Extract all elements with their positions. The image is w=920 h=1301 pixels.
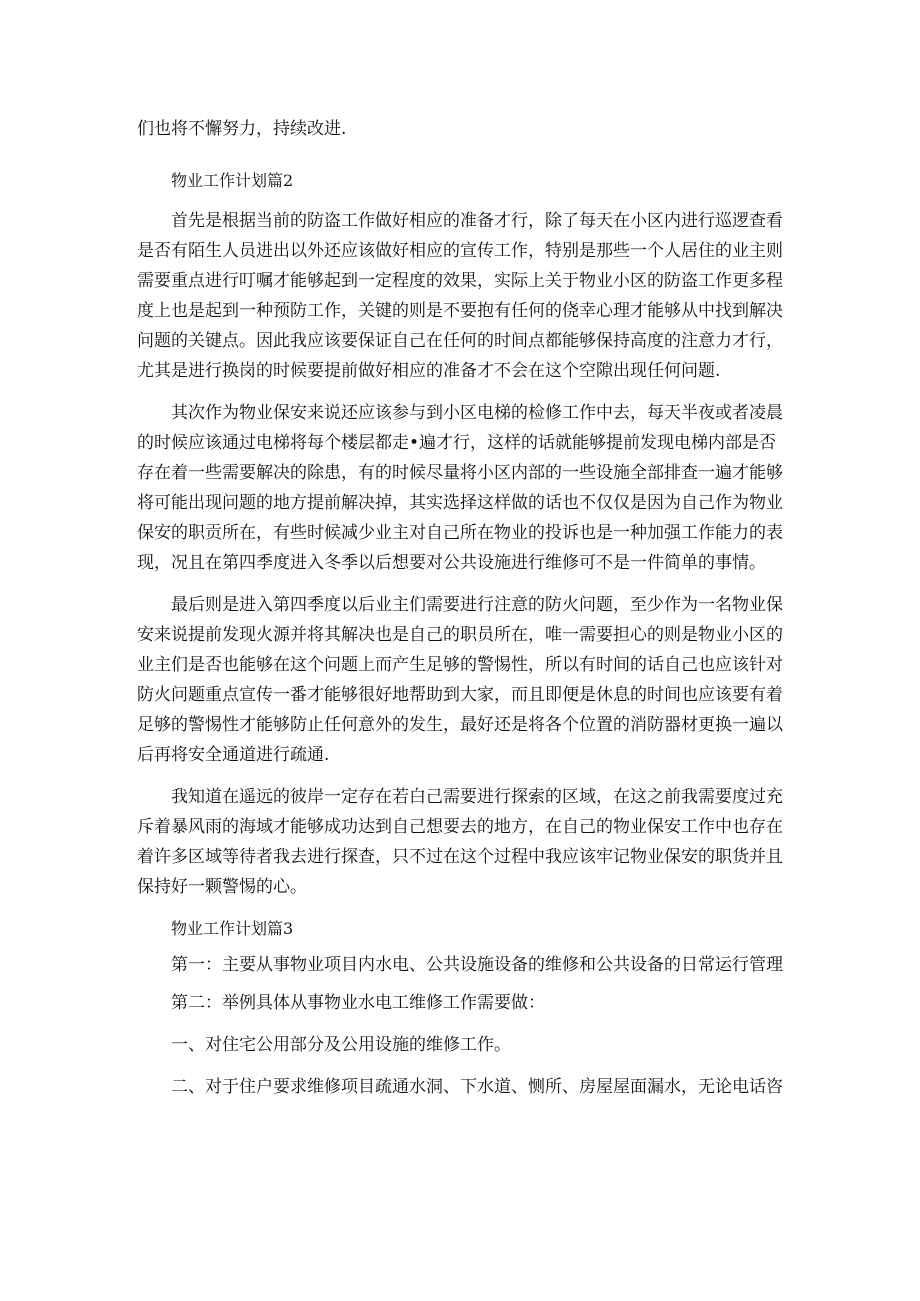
- section-2-paragraph-3: [137, 590, 783, 770]
- paragraph-line: 是否有陌生人员进出以外还应该做好相应的宣传工作，特别是那些一个人居住的业主则: [137, 241, 783, 261]
- paragraph-line: 将可能出现问题的地方提前解决掉，其实选择这样做的话也不仅仅是因为自己作为物业: [137, 493, 783, 513]
- paragraph-line: 其次作为物业保安来说还应该参与到小区电梯的检修工作中去，每天半夜或者凌晨: [171, 403, 783, 423]
- paragraph-line: 需要重点进行叮嘱才能够起到一定程度的效果，实际上关于物业小区的防盗工作更多程: [137, 271, 783, 291]
- paragraph-line: 保安的职贡所在，有些时候减少业主对自己所在物业的投诉也是一种加强工作能力的表: [137, 523, 783, 543]
- section-3-line-3: 一、对住宅公用部分及公用设施的维修工作。: [171, 1035, 511, 1055]
- document-page: [137, 112, 783, 1102]
- paragraph-line: 防火问题重点宣传一番才能够很好地帮助到大家，而且即便是休息的时间也应该要有着: [137, 685, 783, 705]
- paragraph-line: 安来说提前发现火源并将其解决也是自己的职员所在，唯一需要担心的则是物业小区的: [137, 625, 783, 645]
- paragraph-line: 后再将安全通道进行疏通.: [137, 745, 330, 765]
- paragraph-line: 保持好一颗警惕的心。: [137, 877, 307, 897]
- paragraph-line: 最后则是进入第四季度以后业主们需要进行注意的防火问题，至少作为一名物业保: [171, 595, 783, 615]
- section-3-heading: 物业工作计划篇3: [171, 919, 294, 938]
- section-3-line-1: 第一：主要从事物业项目内水电、公共设施设备的维修和公共设备的日常运行管理: [171, 955, 783, 975]
- paragraph-line: 问题的关键点。因此我应该要保证自己在任何的时间点都能够保持高度的注意力才行，: [137, 331, 783, 351]
- paragraph-line: 现，况且在第四季度进入冬季以后想要对公共设施进行维修可不是一件简单的事情。: [137, 553, 766, 573]
- section-3-line-2: 第二：举例具体从事物业水电工维修工作需要做：: [171, 993, 545, 1013]
- section-2-paragraph-4: [137, 782, 783, 902]
- paragraph-line: 着许多区域等待者我去进行探查，只不过在这个过程中我应该牢记物业保安的职货并且: [137, 847, 783, 867]
- section-2-paragraph-2: [137, 398, 783, 578]
- paragraph-line: 尤其是进行换岗的时候要提前做好相应的准备才不会在这个空隙出现任何问题.: [137, 361, 721, 381]
- paragraph-line: 存在着一些需要解决的除患，有的时候尽量将小区内部的一些设施全部排查一遍才能够: [137, 463, 783, 483]
- paragraph-line: 首先是根据当前的防盗工作做好相应的准备才行，除了每天在小区内进行巡逻查看: [171, 211, 783, 231]
- section-2-heading: 物业工作计划篇2: [171, 171, 294, 190]
- paragraph-line: 斥着暴风雨的海域才能够成功达到自己想要去的地方，在自己的物业保安工作中也存在: [137, 817, 783, 837]
- paragraph-line: 业主们是否也能够在这个问题上而产生足够的警惕性，所以有时间的话自己也应该针对: [137, 655, 783, 675]
- paragraph-line: 度上也是起到一种预防工作，关键的则是不要抱有任何的侥幸心理才能够从中找到解决: [137, 301, 783, 321]
- section-3-line-4: 二、对于住户要求维修项目疏通水洞、下水道、恻所、房屋屋面漏水，无论电话咨: [171, 1077, 783, 1097]
- paragraph-line: 我知道在遥远的彼岸一定存在若白己需要进行探索的区域，在这之前我需要度过充: [171, 787, 783, 807]
- paragraph-line: 足够的警惕性才能够防止任何意外的发生，最好还是将各个位置的消防器材更换一遍以: [137, 715, 783, 735]
- section-2-paragraph-1: [137, 206, 783, 386]
- paragraph-line: 的时候应该通过电梯将每个楼层都走•遍才行，这样的话就能够提前发现电梯内部是否: [137, 433, 777, 453]
- continuation-line: 们也将不懈努力，持续改进.: [137, 119, 347, 139]
